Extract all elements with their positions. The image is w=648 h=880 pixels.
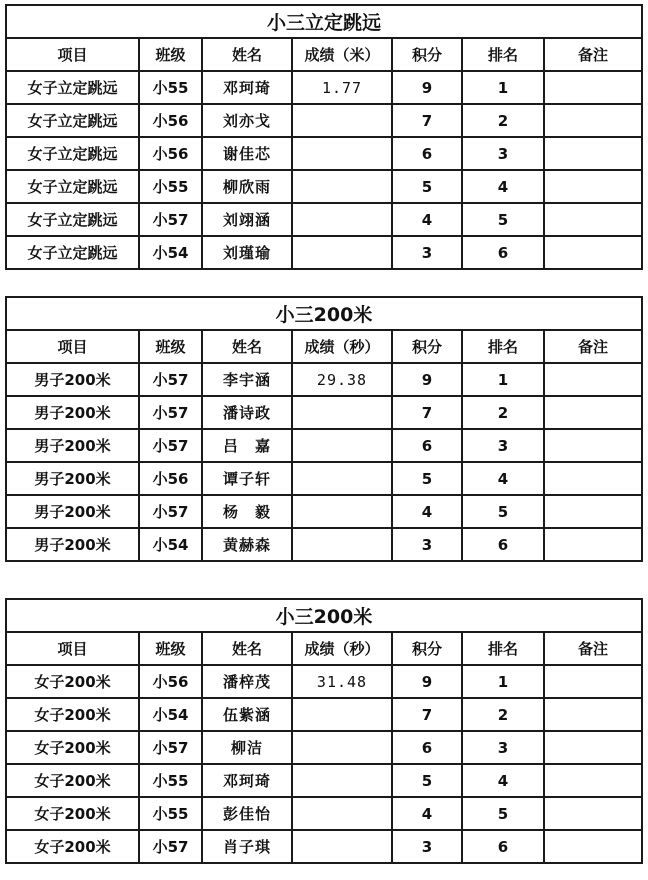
score-cell xyxy=(292,236,392,269)
name-cell: 肖子琪 xyxy=(202,830,292,863)
name-cell: 吕 嘉 xyxy=(202,429,292,462)
score-cell xyxy=(292,170,392,203)
points-cell: 3 xyxy=(392,830,462,863)
note-cell xyxy=(544,665,642,698)
note-cell xyxy=(544,71,642,104)
points-cell: 9 xyxy=(392,71,462,104)
event-cell: 男子200米 xyxy=(6,429,139,462)
column-header-event: 项目 xyxy=(6,38,139,71)
name-cell: 柳洁 xyxy=(202,731,292,764)
column-header-score: 成绩（秒） xyxy=(292,330,392,363)
column-header-class: 班级 xyxy=(139,330,202,363)
class-cell: 小57 xyxy=(139,731,202,764)
column-header-name: 姓名 xyxy=(202,632,292,665)
points-cell: 7 xyxy=(392,104,462,137)
table-row xyxy=(6,363,642,396)
name-cell: 杨 毅 xyxy=(202,495,292,528)
table-row xyxy=(6,396,642,429)
rank-cell: 2 xyxy=(462,104,544,137)
class-cell: 小55 xyxy=(139,170,202,203)
event-cell: 男子200米 xyxy=(6,396,139,429)
rank-cell: 2 xyxy=(462,396,544,429)
note-cell xyxy=(544,170,642,203)
score-cell: 31.48 xyxy=(292,665,392,698)
note-cell xyxy=(544,528,642,561)
points-cell: 9 xyxy=(392,363,462,396)
column-header-points: 积分 xyxy=(392,38,462,71)
table-row xyxy=(6,495,642,528)
points-cell: 5 xyxy=(392,462,462,495)
note-cell xyxy=(544,104,642,137)
name-cell: 谢佳芯 xyxy=(202,137,292,170)
name-cell: 李宇涵 xyxy=(202,363,292,396)
rank-cell: 4 xyxy=(462,170,544,203)
score-cell xyxy=(292,203,392,236)
points-cell: 5 xyxy=(392,764,462,797)
table-row xyxy=(6,797,642,830)
name-cell: 伍紫涵 xyxy=(202,698,292,731)
points-cell: 7 xyxy=(392,396,462,429)
class-cell: 小55 xyxy=(139,764,202,797)
score-cell xyxy=(292,495,392,528)
event-cell: 女子200米 xyxy=(6,830,139,863)
rank-cell: 6 xyxy=(462,236,544,269)
class-cell: 小54 xyxy=(139,698,202,731)
column-header-row xyxy=(6,330,642,363)
note-cell xyxy=(544,236,642,269)
score-cell xyxy=(292,797,392,830)
event-cell: 女子立定跳远 xyxy=(6,236,139,269)
name-cell: 谭子轩 xyxy=(202,462,292,495)
results-table-1 xyxy=(5,4,643,270)
score-cell xyxy=(292,396,392,429)
class-cell: 小57 xyxy=(139,429,202,462)
score-cell xyxy=(292,830,392,863)
column-header-points: 积分 xyxy=(392,330,462,363)
table-row xyxy=(6,137,642,170)
score-cell: 29.38 xyxy=(292,363,392,396)
event-cell: 女子200米 xyxy=(6,665,139,698)
class-cell: 小56 xyxy=(139,137,202,170)
name-cell: 邓珂琦 xyxy=(202,764,292,797)
table-row xyxy=(6,698,642,731)
table-row xyxy=(6,830,642,863)
class-cell: 小54 xyxy=(139,236,202,269)
score-cell xyxy=(292,698,392,731)
note-cell xyxy=(544,731,642,764)
event-cell: 女子立定跳远 xyxy=(6,104,139,137)
name-cell: 潘梓茂 xyxy=(202,665,292,698)
results-table-2 xyxy=(5,296,643,562)
column-header-score: 成绩（秒） xyxy=(292,632,392,665)
rank-cell: 3 xyxy=(462,137,544,170)
table-title-row xyxy=(6,5,642,38)
results-table-3 xyxy=(5,598,643,864)
table-title-row xyxy=(6,599,642,632)
table-row xyxy=(6,462,642,495)
table-row xyxy=(6,665,642,698)
event-cell: 女子立定跳远 xyxy=(6,71,139,104)
column-header-points: 积分 xyxy=(392,632,462,665)
points-cell: 5 xyxy=(392,170,462,203)
note-cell xyxy=(544,396,642,429)
rank-cell: 1 xyxy=(462,71,544,104)
event-cell: 女子立定跳远 xyxy=(6,170,139,203)
name-cell: 彭佳怡 xyxy=(202,797,292,830)
name-cell: 黄赫森 xyxy=(202,528,292,561)
event-cell: 男子200米 xyxy=(6,495,139,528)
rank-cell: 3 xyxy=(462,429,544,462)
rank-cell: 5 xyxy=(462,203,544,236)
column-header-class: 班级 xyxy=(139,632,202,665)
score-cell xyxy=(292,429,392,462)
column-header-rank: 排名 xyxy=(462,38,544,71)
column-header-rank: 排名 xyxy=(462,330,544,363)
column-header-name: 姓名 xyxy=(202,330,292,363)
note-cell xyxy=(544,137,642,170)
rank-cell: 6 xyxy=(462,528,544,561)
rank-cell: 5 xyxy=(462,797,544,830)
table-row xyxy=(6,203,642,236)
event-cell: 女子200米 xyxy=(6,797,139,830)
rank-cell: 1 xyxy=(462,363,544,396)
column-header-note: 备注 xyxy=(544,632,642,665)
column-header-note: 备注 xyxy=(544,38,642,71)
points-cell: 3 xyxy=(392,236,462,269)
event-cell: 男子200米 xyxy=(6,528,139,561)
table-title: 小三200米 xyxy=(6,297,642,330)
rank-cell: 1 xyxy=(462,665,544,698)
table-row xyxy=(6,764,642,797)
class-cell: 小56 xyxy=(139,462,202,495)
column-header-name: 姓名 xyxy=(202,38,292,71)
class-cell: 小57 xyxy=(139,830,202,863)
table-row xyxy=(6,528,642,561)
column-header-event: 项目 xyxy=(6,330,139,363)
score-cell: 1.77 xyxy=(292,71,392,104)
class-cell: 小57 xyxy=(139,363,202,396)
score-cell xyxy=(292,137,392,170)
rank-cell: 2 xyxy=(462,698,544,731)
name-cell: 潘诗政 xyxy=(202,396,292,429)
event-cell: 男子200米 xyxy=(6,462,139,495)
rank-cell: 4 xyxy=(462,462,544,495)
class-cell: 小55 xyxy=(139,71,202,104)
note-cell xyxy=(544,495,642,528)
points-cell: 3 xyxy=(392,528,462,561)
table-row xyxy=(6,71,642,104)
column-header-row xyxy=(6,38,642,71)
score-cell xyxy=(292,104,392,137)
points-cell: 6 xyxy=(392,429,462,462)
rank-cell: 3 xyxy=(462,731,544,764)
event-cell: 女子200米 xyxy=(6,764,139,797)
points-cell: 4 xyxy=(392,495,462,528)
table-row xyxy=(6,731,642,764)
note-cell xyxy=(544,764,642,797)
class-cell: 小56 xyxy=(139,665,202,698)
event-cell: 女子200米 xyxy=(6,731,139,764)
score-cell xyxy=(292,764,392,797)
rank-cell: 6 xyxy=(462,830,544,863)
score-cell xyxy=(292,731,392,764)
column-header-note: 备注 xyxy=(544,330,642,363)
name-cell: 刘翊涵 xyxy=(202,203,292,236)
class-cell: 小57 xyxy=(139,495,202,528)
note-cell xyxy=(544,363,642,396)
note-cell xyxy=(544,797,642,830)
column-header-score: 成绩（米） xyxy=(292,38,392,71)
table-row xyxy=(6,170,642,203)
class-cell: 小56 xyxy=(139,104,202,137)
class-cell: 小54 xyxy=(139,528,202,561)
table-title: 小三200米 xyxy=(6,599,642,632)
rank-cell: 4 xyxy=(462,764,544,797)
table-row xyxy=(6,236,642,269)
table-row xyxy=(6,104,642,137)
points-cell: 7 xyxy=(392,698,462,731)
class-cell: 小57 xyxy=(139,396,202,429)
name-cell: 邓珂琦 xyxy=(202,71,292,104)
points-cell: 4 xyxy=(392,203,462,236)
note-cell xyxy=(544,462,642,495)
table-row xyxy=(6,429,642,462)
name-cell: 刘瑾瑜 xyxy=(202,236,292,269)
note-cell xyxy=(544,830,642,863)
note-cell xyxy=(544,698,642,731)
table-title-row xyxy=(6,297,642,330)
table-title: 小三立定跳远 xyxy=(6,5,642,38)
column-header-rank: 排名 xyxy=(462,632,544,665)
event-cell: 女子立定跳远 xyxy=(6,137,139,170)
class-cell: 小55 xyxy=(139,797,202,830)
event-cell: 男子200米 xyxy=(6,363,139,396)
points-cell: 6 xyxy=(392,137,462,170)
score-cell xyxy=(292,462,392,495)
note-cell xyxy=(544,429,642,462)
class-cell: 小57 xyxy=(139,203,202,236)
points-cell: 4 xyxy=(392,797,462,830)
event-cell: 女子200米 xyxy=(6,698,139,731)
score-cell xyxy=(292,528,392,561)
rank-cell: 5 xyxy=(462,495,544,528)
column-header-row xyxy=(6,632,642,665)
note-cell xyxy=(544,203,642,236)
column-header-class: 班级 xyxy=(139,38,202,71)
points-cell: 9 xyxy=(392,665,462,698)
name-cell: 刘亦戈 xyxy=(202,104,292,137)
event-cell: 女子立定跳远 xyxy=(6,203,139,236)
points-cell: 6 xyxy=(392,731,462,764)
column-header-event: 项目 xyxy=(6,632,139,665)
name-cell: 柳欣雨 xyxy=(202,170,292,203)
